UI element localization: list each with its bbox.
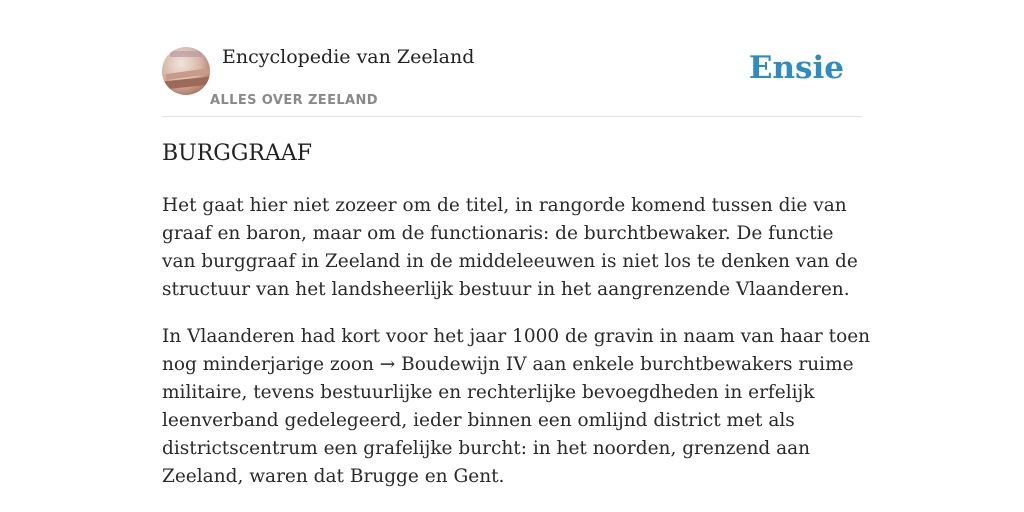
site-title[interactable]: Encyclopedie van Zeeland <box>222 46 475 68</box>
article-title: BURGGRAAF <box>162 141 313 166</box>
article-paragraph: Het gaat hier niet zozeer om de titel, in rangorde komend tussen die van graaf en baron, maar om de functionaris: de burchtbewaker. De functie van burggraaf in Zeeland in de middeleeuwen is niet los te denken van de structuur van het landsheerlijk bestuur in het aangrenzende Vlaanderen. <box>162 195 858 300</box>
site-tagline: ALLES OVER ZEELAND <box>210 93 378 108</box>
site-header <box>162 40 862 117</box>
brand-logo[interactable]: Ensie <box>748 50 844 86</box>
article-paragraph: In Vlaanderen had kort voor het jaar 1000 de gravin in naam van haar toen nog minderjarige zoon → Boudewijn IV aan enkele burchtbewakers ruime militaire, tevens bestuurlijke en rechterlijke bevoegdheden in erfelijk leenverband gedelegeerd, ieder binnen een omlijnd district met als districtscentrum een grafelijke burcht: in het noorden, grenzend aan Zeeland, waren dat Brugge en Gent. <box>162 326 871 487</box>
article-body <box>162 192 872 510</box>
site-avatar[interactable] <box>162 47 210 95</box>
